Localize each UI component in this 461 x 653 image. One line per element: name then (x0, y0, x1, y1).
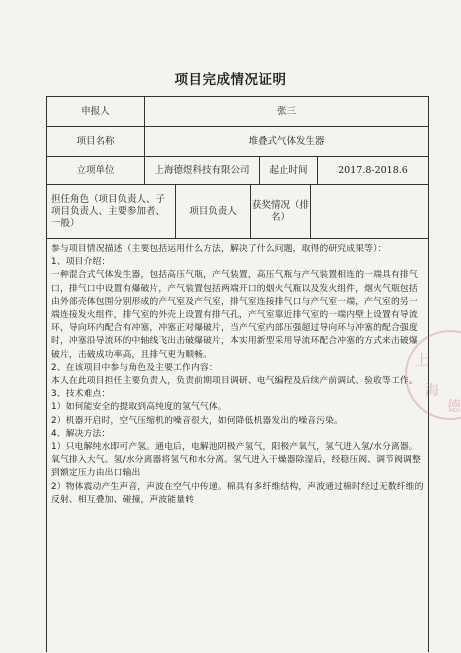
project-name-label: 项目名称 (76, 135, 115, 147)
period-value: 2017.8-2018.6 (317, 157, 428, 184)
applicant-row (47, 97, 428, 127)
role-row (47, 185, 428, 239)
description-line: 1）只电解纯水即可产氢。通电后，电解池阴极产氢气，阳极产氧气，氢气进入氢/水分离器。氧气排入大气。氢/水分离器将氢气和水分离。氢气进入干燥器除湿后，经稳压阀、调节阀调整到额定压力由出口输出 (51, 442, 421, 479)
role-label: 担任角色（项目负责人、子项目负责人、主要参加者、一般） (51, 193, 166, 229)
period-label: 起止时间 (259, 157, 317, 184)
description-line: 2）物体震动产生声音，声波在空气中传递。棉具有多纤维结构，声波通过棉时经过无数纤维的反射、相互叠加、碰撞，声波能量转 (51, 481, 424, 505)
unit-label: 立项单位 (76, 164, 115, 176)
seal-char: 海 (425, 383, 439, 399)
description-text (51, 243, 424, 507)
description-line: 本人在此项目担任主要负责人，负责前期项目调研、电气编程及后续产前调试、验收等工作。 (51, 376, 418, 387)
applicant-label: 申报人 (81, 105, 110, 117)
seal-char: 上 (415, 353, 429, 369)
description-line: 2、在该项目中参与角色及主要工作内容： (51, 362, 218, 373)
description-line: 4、解决方法： (51, 428, 111, 439)
award-value (310, 185, 428, 238)
project-name-value: 堆叠式气体发生器 (144, 127, 428, 156)
unit-value: 上海德煜科技有限公司 (144, 157, 259, 184)
description-row (47, 239, 428, 653)
description-line: 一种混合式气体发生器，包括高压气瓶，产气装置，高压气瓶与产气装置相连的一端具有排气口，排气口中设置有爆破片，产气装置包括两端开口的烟火气瓶以及发火组件，烟火气瓶包括由外部壳体包围分别形成的产气室及产气室，排气室连接排气口与产气室一端，产气室的另一端连接发火组件，排气室的外壳上设置有排气孔，产气室靠近排气室的一端内壁上设置有导流环，导向环内配合有冲塞，冲塞正对爆破片，当产气室内部压强超过导向环与冲塞的配合强度时，冲塞沿导流环的中轴线飞出击破爆破片，本实用新型采用导流环配合冲塞的方式来击破爆破片，击破成功率高，且排气更为顺畅。 (51, 270, 418, 360)
seal-char: 德 (447, 399, 461, 415)
award-label: 获奖情况（排名） (250, 185, 310, 238)
description-line: 1、项目介绍： (51, 257, 111, 268)
project-name-row (47, 127, 428, 157)
role-value: 项目负责人 (175, 185, 250, 238)
unit-row (47, 157, 428, 185)
page-title: 项目完成情况证明 (174, 72, 287, 88)
applicant-value: 张三 (144, 97, 428, 126)
completion-form (46, 96, 429, 652)
description-line: 参与项目情况描述（主要包括运用什么方法，解决了什么问题，取得的研究成果等）： (51, 244, 387, 254)
description-line: 1）如何能安全的提取到高纯度的氢气气体。 (51, 402, 227, 413)
description-line: 3、技术难点： (51, 389, 111, 400)
description-line: 2）机器开启时，空气压缩机的噪音很大，如何降低机器发出的噪音污染。 (51, 415, 344, 426)
